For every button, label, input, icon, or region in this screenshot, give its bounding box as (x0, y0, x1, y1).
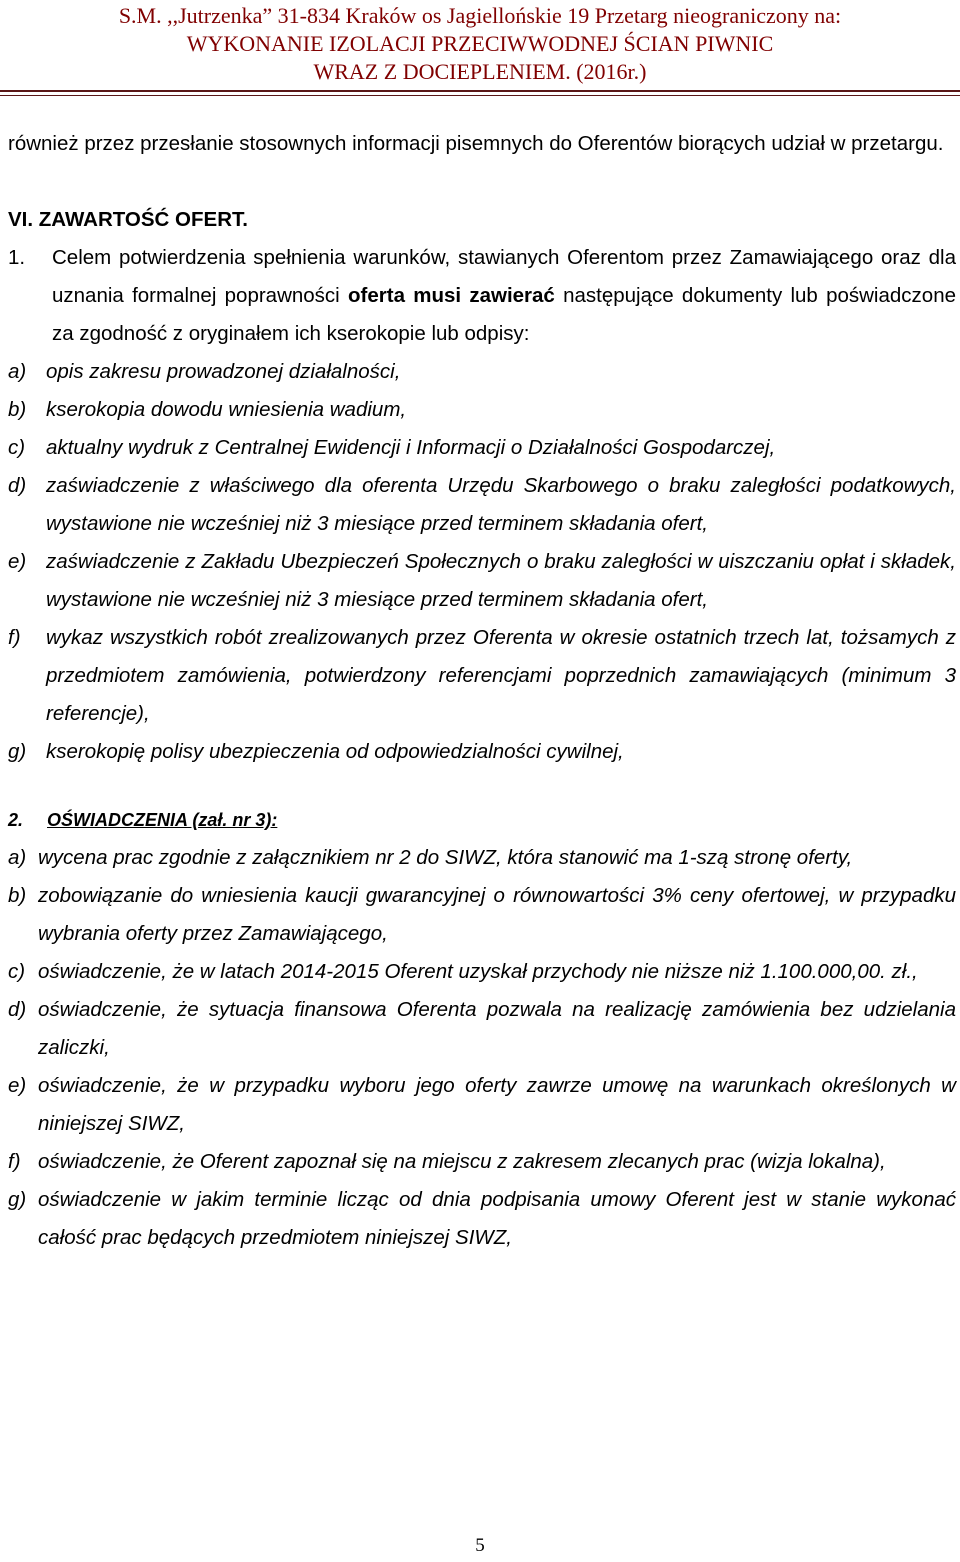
list-item (0, 733, 960, 771)
header-divider-thin (0, 95, 960, 96)
declarations-list (0, 839, 960, 1257)
declarations-heading (0, 801, 960, 839)
intro-paragraph: również przez przesłanie stosownych informacji pisemnych do Oferentów biorących udział w przetargu. (8, 132, 944, 155)
document-body (0, 125, 960, 1257)
list-item (0, 1067, 960, 1143)
declarations-title: OŚWIADCZENIA (zał. nr 3): (47, 810, 278, 830)
list-item (0, 877, 960, 953)
list-item (0, 543, 960, 619)
list-item (0, 1181, 960, 1257)
point-1 (0, 239, 960, 353)
page-header (0, 2, 960, 86)
item-letter: b) (8, 884, 27, 907)
point-number: 1. (8, 246, 26, 269)
item-text: opis zakresu prowadzonej działalności, (46, 360, 401, 383)
item-text: oświadczenie, że w latach 2014-2015 Oferent uzyskał przychody nie niższe niż 1.100.000,00. zł., (38, 960, 918, 983)
item-text: wycena prac zgodnie z załącznikiem nr 2 do SIWZ, która stanowić ma 1-szą stronę oferty, (38, 846, 853, 869)
header-line-3: WRAZ Z DOCIEPLENIEM. (2016r.) (313, 59, 647, 84)
item-letter: b) (8, 398, 27, 421)
point-1-text-bold: oferta musi zawierać (348, 284, 555, 307)
item-text: aktualny wydruk z Centralnej Ewidencji i Informacji o Działalności Gospodarczej, (46, 436, 776, 459)
item-text: oświadczenie w jakim terminie licząc od dnia podpisania umowy Oferent jest w stanie wykonać całość prac będących przedmiotem niniejszej SIWZ, (38, 1188, 956, 1249)
list-item (0, 353, 960, 391)
point-1-text-before: Celem potwierdzenia spełnienia warunków, stawianych Oferentom przez Zamawiającego oraz dla uznania formalnej poprawności (52, 246, 956, 307)
item-letter: e) (8, 1074, 27, 1097)
item-letter: c) (8, 960, 26, 983)
item-letter: g) (8, 740, 27, 763)
item-text: oświadczenie, że sytuacja finansowa Oferenta pozwala na realizację zamówienia bez udzielania zaliczki, (38, 998, 956, 1059)
item-text: kserokopia dowodu wniesienia wadium, (46, 398, 407, 421)
header-line-1: S.M. ,,Jutrzenka” 31-834 Kraków os Jagiellońskie 19 Przetarg nieograniczony na: (118, 3, 842, 28)
point-1-text-after: następujące dokumenty lub poświadczone za zgodność z oryginałem ich kserokopie lub odpisy: (52, 284, 956, 345)
item-text: wykaz wszystkich robót zrealizowanych przez Oferenta w okresie ostatnich trzech lat, tożsamych z przedmiotem zamówienia, potwierdzony referencjami poprzednich zamawiających (minimum 3 referencje), (46, 626, 956, 725)
item-letter: e) (8, 550, 27, 573)
item-letter: a) (8, 360, 27, 383)
item-letter: a) (8, 846, 27, 869)
section-heading: VI. ZAWARTOŚĆ OFERT. (8, 208, 248, 231)
list-item (0, 619, 960, 733)
item-text: zobowiązanie do wniesienia kaucji gwarancyjnej o równowartości 3% ceny ofertowej, w przypadku wybrania oferty przez Zamawiającego, (38, 884, 956, 945)
item-letter: g) (8, 1188, 27, 1211)
item-text: oświadczenie, że w przypadku wyboru jego oferty zawrze umowę na warunkach określonych w niniejszej SIWZ, (38, 1074, 956, 1135)
item-letter: f) (8, 626, 21, 649)
list-item (0, 391, 960, 429)
header-divider (0, 90, 960, 92)
list-item (0, 839, 960, 877)
list-item (0, 953, 960, 991)
item-text: zaświadczenie z Zakładu Ubezpieczeń Społecznych o braku zaległości w uiszczaniu opłat i składek, wystawione nie wcześniej niż 3 miesiące przed terminem składania ofert, (46, 550, 956, 611)
item-letter: d) (8, 474, 27, 497)
list-item (0, 991, 960, 1067)
list-item (0, 467, 960, 543)
item-letter: d) (8, 998, 27, 1021)
list-item (0, 429, 960, 467)
list-item (0, 1143, 960, 1181)
item-text: zaświadczenie z właściwego dla oferenta Urzędu Skarbowego o braku zaległości podatkowych, wystawione nie wcześniej niż 3 miesiące przed terminem składania ofert, (46, 474, 956, 535)
item-letter: c) (8, 436, 26, 459)
documents-list (0, 353, 960, 771)
item-text: kserokopię polisy ubezpieczenia od odpowiedzialności cywilnej, (46, 740, 624, 763)
header-line-2: WYKONANIE IZOLACJI PRZECIWWODNEJ ŚCIAN PIWNIC (186, 31, 774, 56)
item-text: oświadczenie, że Oferent zapoznał się na miejscu z zakresem zlecanych prac (wizja lokalna), (38, 1150, 886, 1173)
declarations-number: 2. (8, 810, 24, 830)
page-number: 5 (475, 1535, 485, 1556)
item-letter: f) (8, 1150, 21, 1173)
